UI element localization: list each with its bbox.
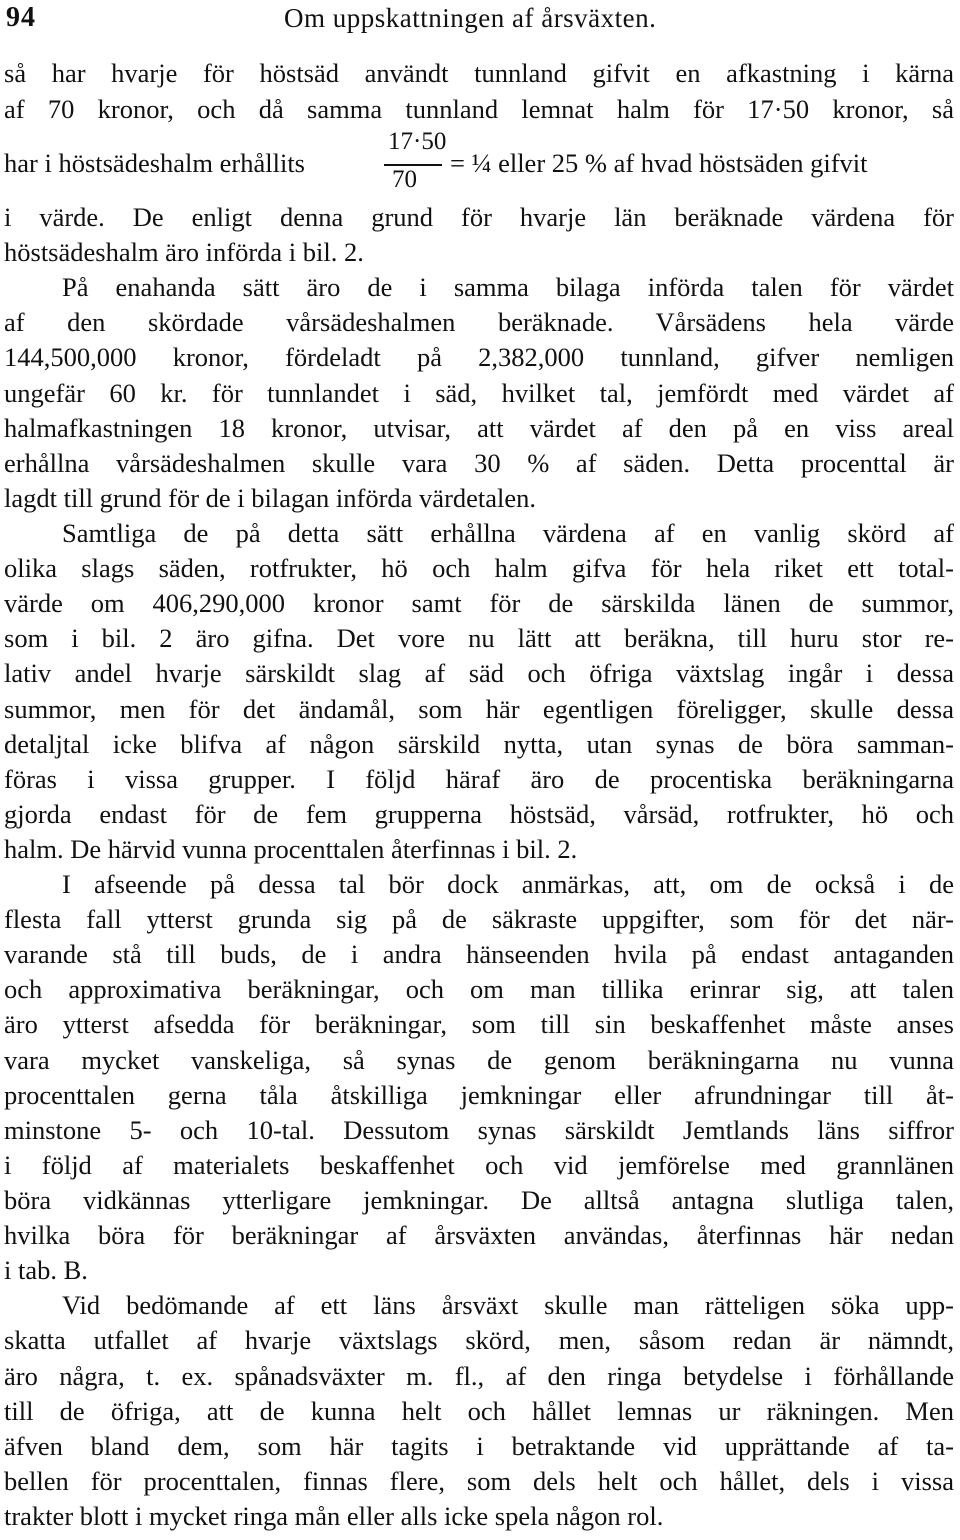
fraction-formula-line [4,128,954,208]
fraction-numerator: 17·50 [388,128,447,155]
text-line: hvilka böra för beräkningar af årsväxten användas, återfinnas här nedan [4,1220,954,1250]
text-line: höstsädeshalm äro införda i bil. 2. [4,237,364,267]
text-line: skatta utfallet af hvarje växtslags skörd, men, såsom redan är nämndt, [4,1325,954,1355]
text-line: som i bil. 2 äro gifna. Det vore nu lätt att beräkna, till huru stor re- [4,623,954,653]
text-line: olika slags säden, rotfrukter, hö och halm gifva för hela riket ett total- [4,553,954,583]
text-line: varande stå till buds, de i andra hänseenden hvila på endast antaganden [4,939,954,969]
text-line: vara mycket vanskeliga, så synas de genom beräkningarna nu vunna [4,1045,954,1075]
text-line: erhållna vårsädeshalmen skulle vara 30 % af säden. Detta procenttal är [4,448,954,478]
text-line: så har hvarje för höstsäd användt tunnland gifvit en afkastning i kärna [4,58,954,88]
formula-lead-text: har i höstsädeshalm erhållits [4,148,305,178]
text-line: äro ytterst afsedda för beräkningar, som till sin beskaffenhet måste anses [4,1009,954,1039]
text-line: summor, men för det ändamål, som här egentligen föreligger, skulle dessa [4,694,954,724]
text-line: I afseende på dessa tal bör dock anmärkas, att, om de också i de [62,869,954,899]
text-line: bellen för procenttalen, finnas flere, som dels helt och hållet, dels i vissa [4,1466,954,1496]
text-line: trakter blott i mycket ringa mån eller alls icke spela någon rol. [4,1501,664,1531]
text-line: gjorda endast för de fem grupperna höstsäd, vårsäd, rotfrukter, hö och [4,799,954,829]
text-line: af 70 kronor, och då samma tunnland lemnat halm för 17·50 kronor, så [4,94,954,124]
text-line: af den skördade vårsädeshalmen beräknade. Vårsädens hela värde [4,307,954,337]
text-line: lagdt till grund för de i bilagan införda värdetalen. [4,483,537,513]
text-line: detaljtal icke blifva af någon särskild nytta, utan synas de böra samman- [4,729,954,759]
text-line: och approximativa beräkningar, och om man tillika erinrar sig, att talen [4,974,954,1004]
text-line: halm. De härvid vunna procenttalen återfinnas i bil. 2. [4,834,578,864]
text-line: flesta fall ytterst grunda sig på de säkraste uppgifter, som för det när- [4,904,954,934]
text-line: äro några, t. ex. spånadsväxter m. fl., af den ringa betydelse i förhållande [4,1361,954,1391]
text-line: äfven bland dem, som här tagits i betraktande vid upprättande af ta- [4,1431,954,1461]
formula-tail-text: = ¼ eller 25 % af hvad höstsäden gifvit [450,148,868,178]
text-line: minstone 5- och 10-tal. Dessutom synas särskildt Jemtlands läns siffror [4,1115,954,1145]
text-line: Samtliga de på detta sätt erhållna värdena af en vanlig skörd af [62,518,954,548]
page-number: 94 [6,2,36,33]
page-header [0,0,960,40]
running-title: Om uppskattningen af årsväxten. [284,3,657,33]
text-line: lativ andel hvarje särskildt slag af säd och öfriga växtslag ingår i dessa [4,658,954,688]
text-line: halmafkastningen 18 kronor, utvisar, att värdet af den på en viss areal [4,413,954,443]
text-line: Vid bedömande af ett läns årsväxt skulle man rätteligen söka upp- [62,1290,954,1320]
text-line: böra vidkännas ytterligare jemkningar. De alltså antagna slutliga talen, [4,1185,954,1215]
text-line: i värde. De enligt denna grund för hvarje län beräknade värdena för [4,202,954,232]
text-line: i tab. B. [4,1255,88,1285]
text-line: i följd af materialets beskaffenhet och vid jemförelse med grannlänen [4,1150,954,1180]
text-line: procenttalen gerna tåla åtskilliga jemkningar eller afrundningar till åt- [4,1080,954,1110]
fraction-denominator: 70 [392,166,417,193]
text-line: värde om 406,290,000 kronor samt för de särskilda länen de summor, [4,588,954,618]
text-line: ungefär 60 kr. för tunnlandet i säd, hvilket tal, jemfördt med värdet af [4,378,954,408]
text-line: till de öfriga, att de kunna helt och hållet lemnas ur räkningen. Men [4,1396,954,1426]
text-line: På enahanda sätt äro de i samma bilaga införda talen för värdet [62,272,954,302]
text-line: föras i vissa grupper. I följd häraf äro de procentiska beräkningarna [4,764,954,794]
text-line: 144,500,000 kronor, fördeladt på 2,382,000 tunnland, gifver nemligen [4,342,954,372]
